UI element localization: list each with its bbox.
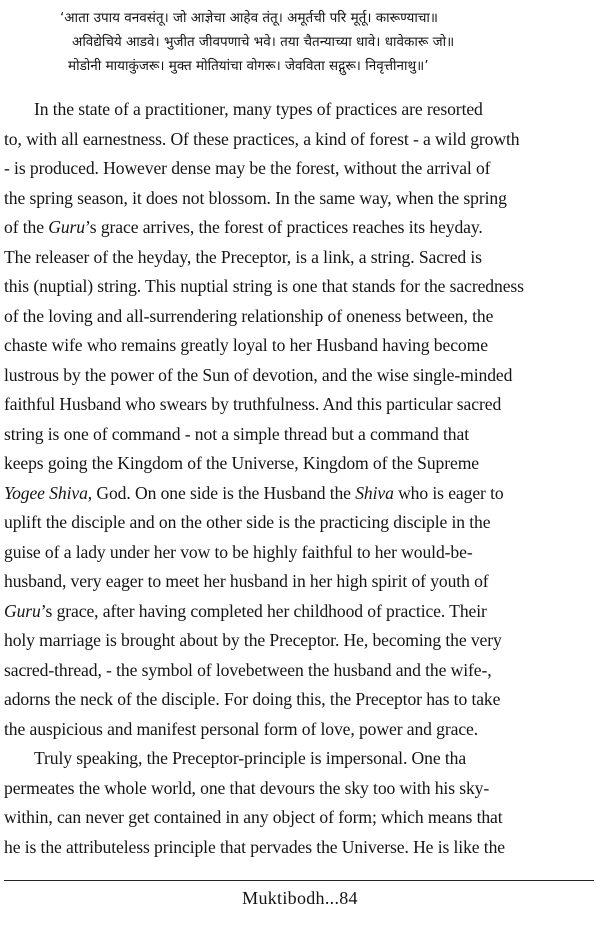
text-run: guise of a lady under her vow to be highly faithful to her would-be-: [4, 541, 473, 562]
verse-line: ‘आता उपाय वनवसंतू। जो आज्ञेचा आहेव तंतू। अमूर्तची परि मूर्तू। कारूण्याचा॥: [60, 10, 439, 26]
text-run: adorns the neck of the disciple. For doing this, the Preceptor has to take: [4, 689, 501, 709]
text-line: [4, 567, 594, 597]
text-run: this (nuptial) string. This nuptial string is one that stands for the sacredness: [4, 276, 524, 296]
text-run: of the: [4, 217, 49, 237]
text-run: In the state of a practitioner, many types of practices are resorted: [34, 99, 483, 119]
text-run: The releaser of the heyday, the Preceptor, is a link, a string. Sacred is: [4, 246, 482, 267]
paragraph-1: [4, 95, 594, 744]
text-run: permeates the whole world, one that devours the sky too with his sky-: [4, 777, 490, 798]
text-run: ’s grace arrives, the forest of practices reaches its heyday.: [85, 217, 483, 237]
text-run: keeps going the Kingdom of the Universe, Kingdom of the Supreme: [4, 453, 479, 473]
text-line: [4, 479, 594, 509]
text-run: , God. On one side is the Husband the: [87, 482, 356, 503]
text-run: - is produced. However dense may be the forest, without the arrival of: [4, 158, 491, 178]
page-footer: Muktibodh...84: [242, 888, 358, 908]
text-line: [4, 833, 594, 863]
text-line: [4, 331, 594, 361]
text-run: to, with all earnestness. Of these practices, a kind of forest - a wild growth: [4, 128, 520, 149]
text-line: [4, 154, 594, 184]
text-run: the spring season, it does not blossom. In the same way, when the spring: [4, 187, 507, 208]
text-line: [4, 449, 594, 479]
text-line: [4, 685, 594, 715]
text-run: the auspicious and manifest personal form of love, power and grace.: [4, 718, 479, 739]
text-line: [4, 95, 594, 125]
text-run: sacred-thread, - the symbol of lovebetween the husband and the wife-,: [4, 659, 492, 680]
marathi-verse: [60, 6, 590, 78]
text-run: string is one of command - not a simple thread but a command that: [4, 423, 470, 444]
text-line: [4, 390, 594, 420]
text-run: ’s grace, after having completed her childhood of practice. Their: [40, 600, 487, 621]
text-run: uplift the disciple and on the other side is the practicing disciple in the: [4, 512, 491, 532]
text-run: lustrous by the power of the Sun of devotion, and the wise single-minded: [4, 364, 513, 385]
text-line: [4, 213, 594, 243]
verse-line: अविद्येचिये आडवे। भुजीत जीवपणाचे भवे। तया चैतन्याच्या धावे। धावेकारू जो॥: [72, 34, 455, 50]
italic-term: Guru: [4, 600, 41, 621]
text-run: husband, very eager to meet her husband in her high spirit of youth of: [4, 571, 489, 591]
verse-line: मोडोनी मायाकुंजरू। मुक्त मोतियांचा वोगरू। जेवविता सद्गुरू। निवृत्तीनाथु॥’: [68, 58, 429, 74]
text-line: [4, 803, 594, 833]
text-line: [4, 243, 594, 273]
text-line: [4, 125, 594, 155]
body-text: [4, 95, 594, 862]
paragraph-2: [4, 744, 594, 862]
text-run: who is eager to: [393, 482, 504, 503]
text-line: [4, 626, 594, 656]
text-run: faithful Husband who swears by truthfulness. And this particular sacred: [4, 394, 502, 414]
text-line: [4, 774, 594, 804]
text-run: holy marriage is brought about by the Preceptor. He, becoming the very: [4, 630, 502, 650]
italic-term: Guru: [48, 217, 85, 237]
text-run: Truly speaking, the Preceptor-principle is impersonal. One tha: [34, 748, 467, 768]
text-line: [4, 508, 594, 538]
text-run: chaste wife who remains greatly loyal to her Husband having become: [4, 335, 488, 355]
text-run: of the loving and all-surrendering relationship of oneness between, the: [4, 305, 494, 326]
text-line: [4, 272, 594, 302]
text-line: [4, 302, 594, 332]
text-line: [4, 184, 594, 214]
text-line: [4, 656, 594, 686]
italic-term: Shiva: [355, 482, 394, 503]
text-line: [4, 361, 594, 391]
text-line: [4, 538, 594, 568]
italic-term: Yogee Shiva: [4, 482, 88, 503]
text-run: within, can never get contained in any object of form; which means that: [4, 807, 503, 827]
text-line: [4, 597, 594, 627]
text-line: [4, 420, 594, 450]
text-run: he is the attributeless principle that pervades the Universe. He is like the: [4, 836, 505, 857]
text-line: [4, 715, 594, 745]
footer-rule: [4, 880, 594, 881]
text-line: [4, 744, 594, 774]
